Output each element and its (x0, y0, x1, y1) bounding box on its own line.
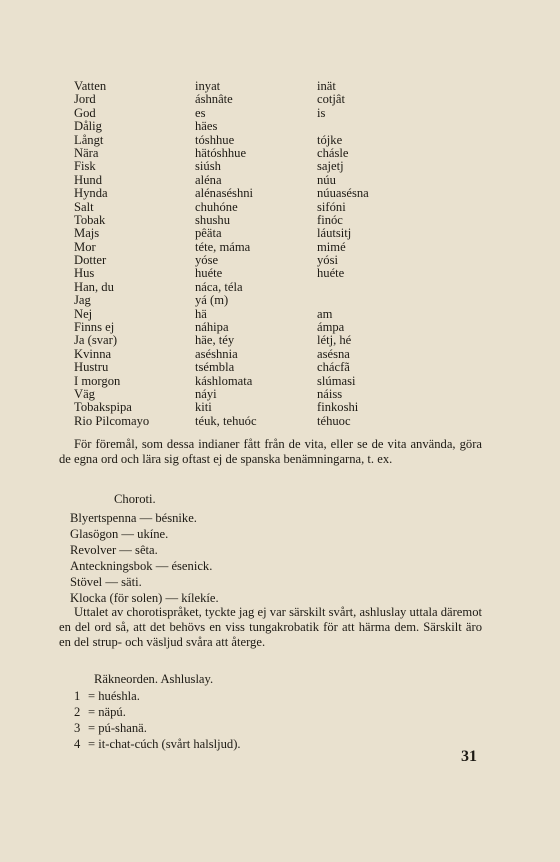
swedish-word: Hustru (74, 360, 109, 375)
language1-word: alénaséshni (195, 186, 254, 201)
list-item: Stövel — säti. (70, 575, 142, 589)
language2-word: mimé (317, 239, 346, 254)
paragraph-pronunciation: Uttalet av chorotispråket, tyckte jag ej var särskilt svårt, ashluslay uttala däremot en del ord så, att det behövs en viss tungakrobatik för att härma dem. Särskilt äro en del strup- och väsljud svåra att återge. (59, 605, 482, 649)
language1-word: häe, téy (195, 333, 235, 348)
language2-word: sifóni (317, 199, 346, 214)
list-item: Blyertspenna — bésnike. (70, 511, 197, 525)
choroti-word-list (70, 510, 219, 606)
language2-word: núu (317, 172, 336, 187)
swedish-word: Kvinna (74, 346, 112, 361)
numeral-digit: 1 (74, 689, 81, 703)
list-item (74, 720, 241, 736)
language1-word: náyi (195, 386, 217, 401)
language2-word: inät (317, 79, 336, 93)
language1-word: yá (m) (195, 293, 229, 308)
swedish-word: I morgon (74, 373, 121, 388)
swedish-word: Hus (74, 266, 95, 281)
swedish-word: Majs (74, 226, 100, 241)
swedish-word: Väg (74, 386, 95, 401)
numerals-heading: Räkneorden. Ashluslay. (94, 672, 214, 686)
language1-word: náca, téla (195, 279, 243, 294)
numeral-digit: 4 (74, 737, 81, 751)
numeral-word: = huéshla. (88, 689, 140, 703)
swedish-word: Långt (74, 132, 104, 147)
language1-word: hä (195, 306, 207, 321)
language2-word: huéte (317, 266, 345, 281)
language2-word: ámpa (317, 320, 345, 335)
language1-word: téuk, tehuóc (195, 413, 257, 428)
swedish-word: Fisk (74, 159, 96, 174)
language2-word: cotjât (317, 92, 345, 107)
swedish-word: Jord (74, 92, 96, 107)
list-item: Glasögon — ukíne. (70, 527, 169, 541)
language1-word: káshlomata (195, 373, 253, 388)
language2-word: téhuoc (317, 413, 351, 428)
language2-word: am (317, 306, 333, 321)
list-item (74, 736, 241, 752)
language2-word: sajetj (317, 159, 344, 174)
language1-word: siúsh (195, 159, 221, 174)
swedish-word: God (74, 105, 96, 120)
language1-word: kiti (195, 400, 212, 415)
swedish-word: Mor (74, 239, 96, 254)
swedish-word: Hund (74, 172, 102, 187)
language1-word: tóshhue (195, 132, 235, 147)
language1-word: es (195, 105, 206, 120)
language1-word: huéte (195, 266, 223, 281)
swedish-word: Nära (74, 145, 99, 160)
list-item: Revolver — sêta. (70, 543, 158, 557)
language2-word: finóc (317, 212, 343, 227)
language2-word: asésna (317, 346, 350, 361)
swedish-word: Finns ej (74, 320, 115, 335)
language2-word: létj, hé (317, 333, 352, 348)
swedish-word: Salt (74, 199, 94, 214)
list-item: Klocka (för solen) — kílekíe. (70, 591, 219, 605)
language1-word: aléna (195, 172, 222, 187)
swedish-word: Dotter (74, 253, 107, 268)
list-item (74, 704, 241, 720)
list-item: Anteckningsbok — ésenick. (70, 559, 213, 573)
swedish-word: Tobakspipa (74, 400, 132, 415)
paragraph-foreign-objects: För föremål, som dessa indianer fått från de vita, eller se de vita använda, göra de egna ord och lära sig oftast ej de spanska benämningarna, t. ex. (59, 437, 482, 466)
swedish-word: Ja (svar) (74, 333, 118, 348)
language2-word: chácfã (317, 360, 350, 375)
language1-word: áshnâte (195, 92, 233, 107)
language2-word: is (317, 105, 326, 120)
language1-word: häes (195, 119, 218, 134)
language2-word: núuasésna (317, 186, 369, 201)
swedish-word: Han, du (74, 279, 114, 294)
swedish-word: Jag (74, 293, 91, 308)
swedish-word: Rio Pilcomayo (74, 413, 150, 428)
numeral-digit: 2 (74, 705, 81, 719)
swedish-word: Vatten (74, 79, 107, 93)
choroti-heading: Choroti. (114, 492, 156, 506)
language1-word: yóse (195, 253, 219, 268)
language1-word: inyat (195, 79, 221, 93)
page-number: 31 (461, 748, 477, 765)
language2-word: tójke (317, 132, 343, 147)
language1-word: chuhóne (195, 199, 238, 214)
swedish-word: Nej (74, 306, 93, 321)
language2-word: náiss (317, 386, 343, 401)
swedish-word: Tobak (74, 212, 106, 227)
language1-word: téte, máma (195, 239, 251, 254)
numeral-digit: 3 (74, 721, 81, 735)
numerals-list (74, 688, 241, 752)
language2-word: láutsitj (317, 226, 352, 241)
numeral-word: = it-chat-cúch (svårt halsljud). (88, 737, 241, 751)
language2-word: yósi (317, 253, 338, 268)
language2-word: chásle (317, 145, 349, 160)
swedish-word: Dålig (74, 119, 102, 134)
numeral-word: = pú-shanä. (88, 721, 147, 735)
numeral-word: = näpú. (88, 705, 126, 719)
language1-word: náhipa (195, 320, 229, 335)
language2-word: slúmasi (317, 373, 356, 388)
language1-word: aséshnia (195, 346, 238, 361)
language1-word: hätóshhue (195, 145, 247, 160)
language2-word: finkoshi (317, 400, 359, 415)
language1-word: tsémbla (195, 360, 235, 375)
list-item (74, 688, 241, 704)
language1-word: pêäta (195, 226, 222, 241)
language1-word: shushu (195, 212, 230, 227)
swedish-word: Hynda (74, 186, 108, 201)
